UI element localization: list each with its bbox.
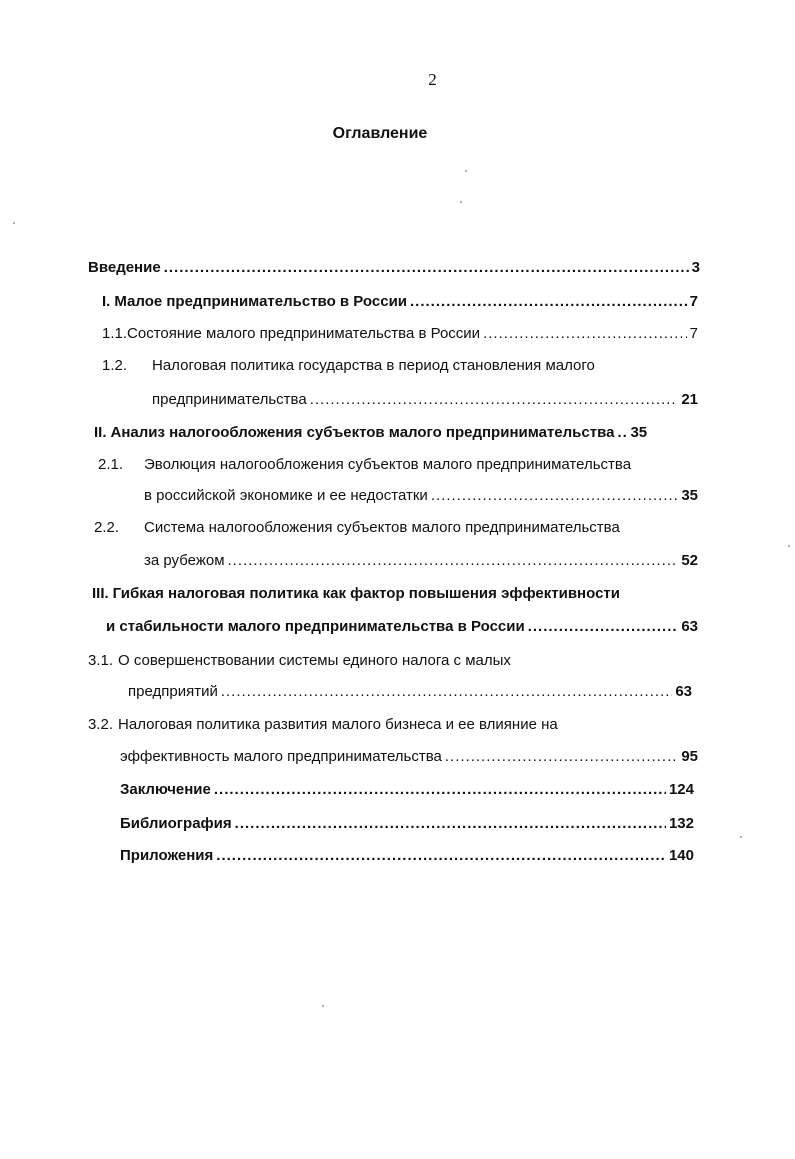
page-title: Оглавление bbox=[332, 125, 428, 142]
toc-num: 2.1. bbox=[98, 456, 124, 473]
toc-num: I. bbox=[102, 293, 111, 310]
toc-num: III. bbox=[92, 585, 109, 602]
toc-entry-section-2-2-cont[interactable] bbox=[144, 551, 698, 571]
toc-entry-text: Анализ налогообложения субъектов малого предпринимательства bbox=[110, 424, 615, 441]
toc-entry-bibliography[interactable] bbox=[120, 814, 694, 834]
toc-leader bbox=[221, 682, 672, 702]
toc-entry-text: предприятий bbox=[128, 683, 218, 700]
toc-page: 3 bbox=[691, 259, 700, 276]
toc-num: 3.2. bbox=[88, 716, 114, 733]
toc-page: 132 bbox=[668, 815, 694, 832]
toc-page: 7 bbox=[689, 325, 698, 342]
toc-entry-section-2-2[interactable] bbox=[94, 518, 698, 538]
toc-leader bbox=[164, 258, 689, 278]
toc-page: 140 bbox=[668, 847, 694, 864]
toc-num: 2.2. bbox=[94, 519, 120, 536]
toc-entry-section-2-1[interactable] bbox=[98, 455, 698, 475]
toc-entry-chapter-1[interactable] bbox=[102, 292, 698, 312]
toc-page: 52 bbox=[681, 552, 698, 569]
toc-leader bbox=[483, 324, 687, 344]
toc-entry-text: предпринимательства bbox=[152, 391, 307, 408]
toc-entry-text: Библиография bbox=[120, 815, 232, 832]
toc-entry-text: и стабильности малого предпринимательства в России bbox=[106, 618, 525, 635]
scan-speck bbox=[465, 170, 467, 172]
toc-num: II. bbox=[94, 424, 107, 441]
toc-page: 95 bbox=[681, 748, 698, 765]
toc-entry-section-1-2-cont[interactable] bbox=[152, 390, 698, 410]
toc-page: 63 bbox=[681, 618, 698, 635]
toc-entry-text: О совершенствовании системы единого налога с малых bbox=[118, 652, 511, 669]
toc-page: 63 bbox=[675, 683, 692, 700]
toc-entry-text: Налоговая политика государства в период становления малого bbox=[152, 357, 595, 374]
scan-speck bbox=[460, 201, 462, 203]
toc-page: 7 bbox=[689, 293, 698, 310]
toc-entry-text: Малое предпринимательство в России bbox=[114, 293, 408, 310]
toc-entry-section-3-2-cont[interactable] bbox=[120, 747, 698, 767]
toc-leader bbox=[214, 780, 666, 800]
toc-leader bbox=[431, 486, 679, 506]
scan-speck bbox=[788, 545, 790, 547]
toc-entry-text: Система налогообложения субъектов малого предпринимательства bbox=[144, 519, 620, 536]
toc-entry-chapter-3[interactable] bbox=[92, 584, 692, 604]
toc-page: 21 bbox=[681, 391, 698, 408]
scan-speck bbox=[322, 1005, 324, 1007]
toc-entry-intro[interactable] bbox=[88, 258, 700, 278]
toc-entry-section-3-2[interactable] bbox=[88, 715, 698, 735]
scan-speck bbox=[740, 836, 742, 838]
toc-num: 3.1. bbox=[88, 652, 114, 669]
toc-entry-text: Приложения bbox=[120, 847, 214, 864]
toc-entry-section-2-1-cont[interactable] bbox=[144, 486, 698, 506]
toc-entry-chapter-3-cont[interactable] bbox=[106, 617, 698, 637]
toc-entry-section-3-1[interactable] bbox=[88, 651, 698, 671]
toc-num: 1.2. bbox=[102, 357, 128, 374]
toc-entry-conclusion[interactable] bbox=[120, 780, 694, 800]
toc-leader bbox=[445, 747, 678, 767]
scan-speck bbox=[13, 222, 15, 224]
toc-leader bbox=[410, 292, 687, 312]
toc-entry-chapter-2[interactable] bbox=[94, 423, 698, 443]
toc-entry-text: Налоговая политика развития малого бизнеса и ее влияние на bbox=[118, 716, 558, 733]
toc-entry-text: Заключение bbox=[120, 781, 211, 798]
toc-entry-text: Гибкая налоговая политика как фактор повышения эффективности bbox=[112, 585, 620, 602]
toc-entry-section-3-1-cont[interactable] bbox=[128, 682, 692, 702]
toc-entry-text: за рубежом bbox=[144, 552, 225, 569]
toc-leader bbox=[235, 814, 666, 834]
toc-page: 35 bbox=[681, 487, 698, 504]
toc-page: 35 bbox=[630, 424, 648, 441]
toc-entry-text: эффективность малого предпринимательства bbox=[120, 748, 442, 765]
toc-leader bbox=[310, 390, 679, 410]
toc-leader bbox=[528, 617, 679, 637]
toc-entry-text: Эволюция налогообложения субъектов малого предпринимательства bbox=[144, 456, 632, 473]
toc-entry-section-1-1[interactable] bbox=[102, 324, 698, 344]
toc-leader bbox=[617, 423, 627, 443]
toc-entry-text: Введение bbox=[88, 259, 161, 276]
toc-entry-section-1-2[interactable] bbox=[102, 356, 698, 376]
toc-entry-appendix[interactable] bbox=[120, 846, 694, 866]
toc-num: 1.1. bbox=[102, 325, 128, 342]
toc-entry-text: Состояние малого предпринимательства в России bbox=[127, 325, 481, 342]
toc-page: 124 bbox=[668, 781, 694, 798]
toc-leader bbox=[228, 551, 679, 571]
page-number: 2 bbox=[428, 70, 437, 89]
toc-leader bbox=[216, 846, 666, 866]
toc-entry-text: в российской экономике и ее недостатки bbox=[144, 487, 428, 504]
